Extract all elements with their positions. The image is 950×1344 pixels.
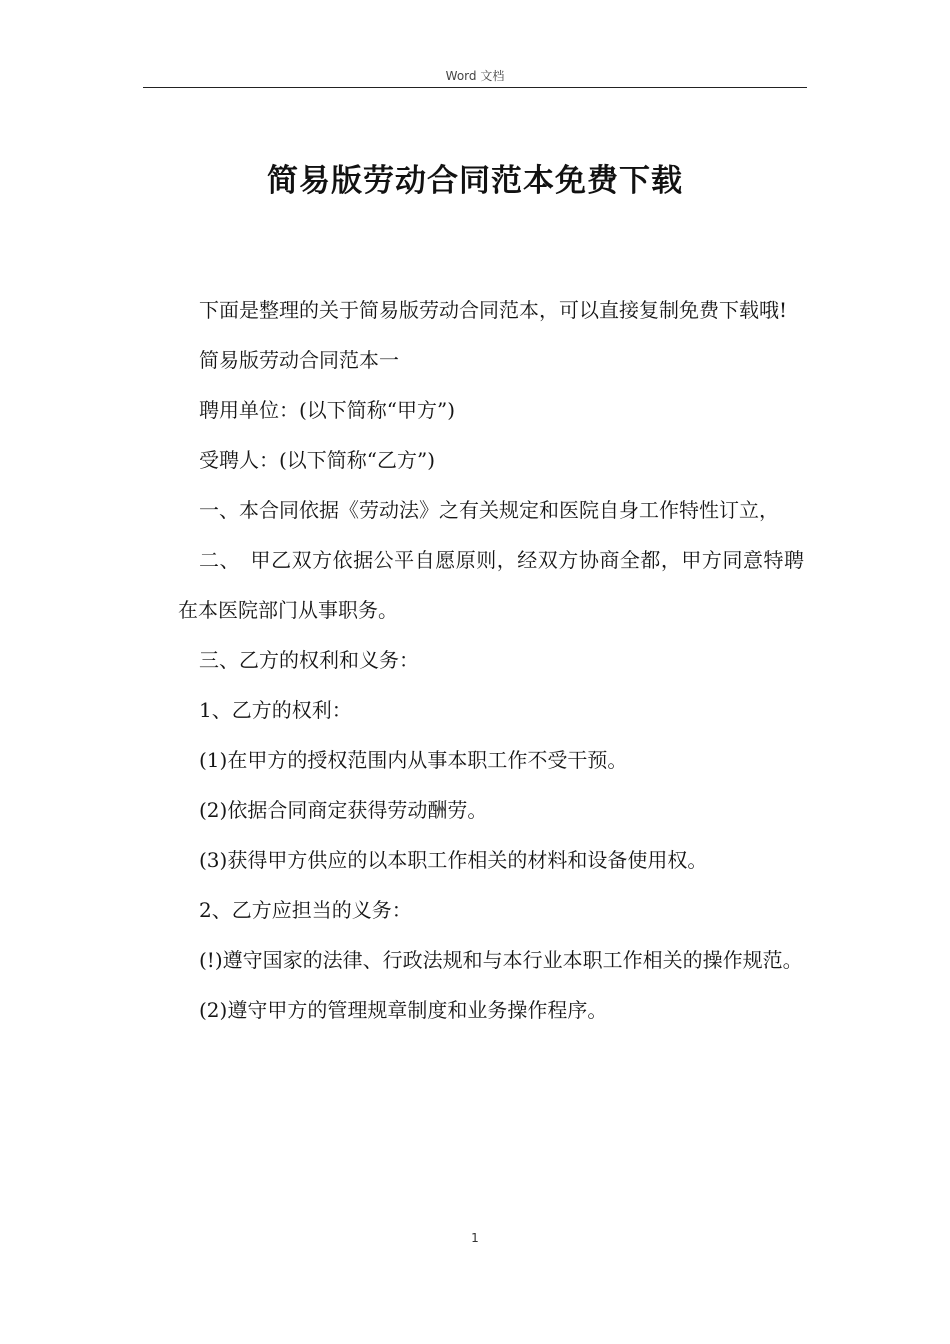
document-body [178,285,804,1035]
header-divider [143,87,807,88]
paragraph-clause-2: 二、 甲乙双方依据公平自愿原则，经双方协商全都，甲方同意特聘在本医院部门从事职务。 [178,548,804,622]
paragraph-right-1: (1)在甲方的授权范围内从事本职工作不受干预。 [199,748,628,772]
paragraph-employer: 聘用单位：(以下简称“甲方”) [199,398,456,422]
paragraph-obligations-heading: 2、乙方应担当的义务： [199,898,412,922]
paragraph-employee: 受聘人：(以下简称“乙方”) [199,448,436,472]
paragraph-obligation-1: (!)遵守国家的法律、行政法规和与本行业本职工作相关的操作规范。 [199,948,803,972]
paragraph-clause-3: 三、乙方的权利和义务： [199,648,419,672]
document-title: 简易版劳动合同范本免费下载 [267,163,683,199]
paragraph-clause-1: 一、本合同依据《劳动法》之有关规定和医院自身工作特性订立， [199,498,779,522]
paragraph-obligation-2: (2)遵守甲方的管理规章制度和业务操作程序。 [199,998,608,1022]
paragraph-intro: 下面是整理的关于简易版劳动合同范本，可以直接复制免费下载哦! [199,298,788,322]
paragraph-right-2: (2)依据合同商定获得劳动酬劳。 [199,798,488,822]
page-header-text: Word 文档 [445,69,505,83]
page-number: 1 [471,1231,479,1245]
paragraph-section-heading: 简易版劳动合同范本一 [199,348,399,372]
paragraph-rights-heading: 1、乙方的权利： [199,698,352,722]
paragraph-right-3: (3)获得甲方供应的以本职工作相关的材料和设备使用权。 [199,848,708,872]
